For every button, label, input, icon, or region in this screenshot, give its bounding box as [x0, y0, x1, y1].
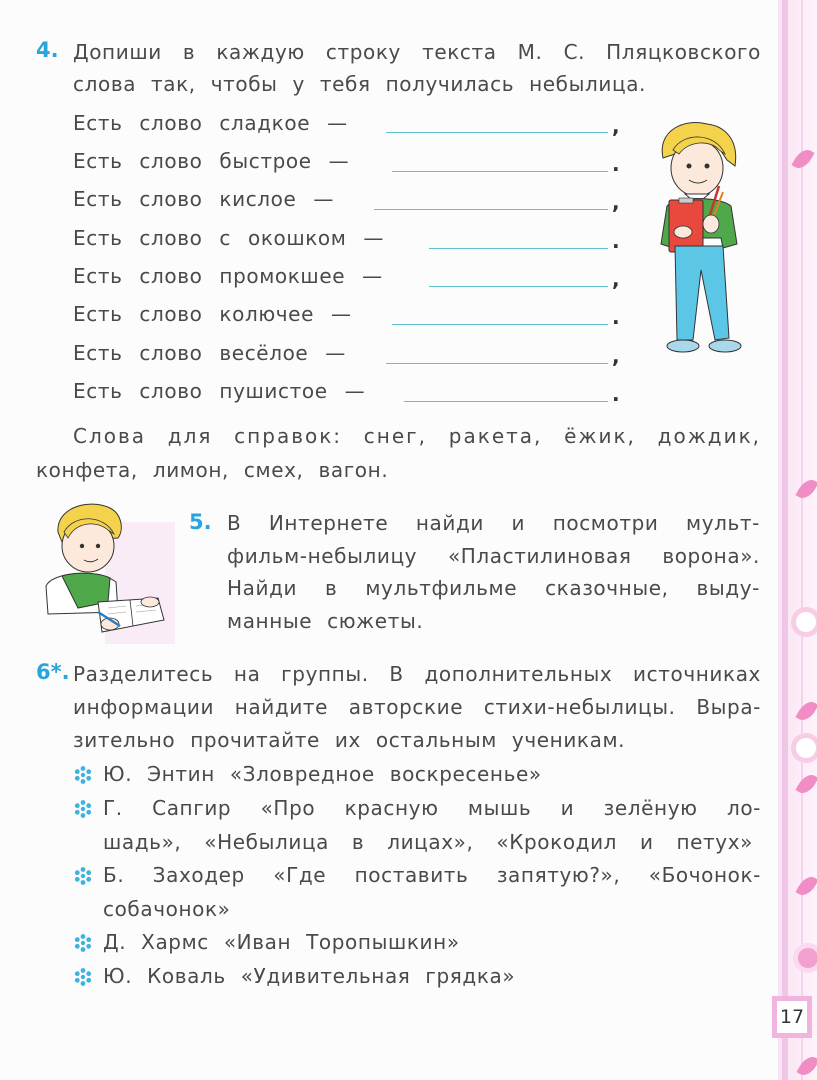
row-punctuation: .	[612, 229, 620, 253]
task-6-number: 6*.	[36, 660, 70, 684]
task-5-text: Найди в мультфильме сказочные, выду-	[227, 576, 760, 600]
task-5-text: фильм-небылицу «Пластилиновая ворона».	[227, 544, 760, 568]
row-punctuation: ,	[612, 344, 620, 368]
answer-line[interactable]	[374, 209, 608, 210]
row-label: Есть слово колючее —	[73, 302, 352, 326]
row-label: Есть слово с окошком —	[73, 226, 384, 250]
list-item: Ю. Энтин «Зловредное воскресенье»	[103, 762, 542, 786]
row-punctuation: .	[612, 152, 620, 176]
row-punctuation: ,	[612, 267, 620, 291]
boy-with-clipboard-illustration	[655, 120, 750, 365]
flower-decoration-icon	[796, 738, 816, 758]
row-label: Есть слово весёлое —	[73, 341, 346, 365]
snowflake-bullet-icon	[73, 967, 93, 987]
snowflake-bullet-icon	[73, 933, 93, 953]
task-4-instruction: Допиши в каждую строку текста М. С. Пляцковского	[73, 40, 761, 64]
answer-line[interactable]	[392, 171, 608, 172]
list-item: шадь», «Небылица в лицах», «Крокодил и петух»	[103, 830, 753, 854]
boy-writing-illustration	[38, 502, 168, 642]
answer-line[interactable]	[392, 324, 608, 325]
task-5-text: В Интернете найди и посмотри мульт-	[227, 511, 760, 535]
row-label: Есть слово сладкое —	[73, 111, 348, 135]
row-punctuation: ,	[612, 190, 620, 214]
flower-decoration-icon	[796, 612, 816, 632]
snowflake-bullet-icon	[73, 765, 93, 785]
row-label: Есть слово промокшее —	[73, 264, 383, 288]
list-item: собачонок»	[103, 897, 231, 921]
list-item: Ю. Коваль «Удивительная грядка»	[103, 964, 516, 988]
answer-line[interactable]	[404, 401, 608, 402]
answer-line[interactable]	[386, 132, 608, 133]
reference-words: Слова для справок: снег, ракета, ёжик, дождик,	[73, 424, 761, 448]
row-label: Есть слово кислое —	[73, 187, 334, 211]
task-5-number: 5.	[189, 510, 212, 534]
answer-line[interactable]	[429, 248, 608, 249]
task-5-text: манные сюжеты.	[227, 609, 424, 633]
task-4-number: 4.	[36, 38, 59, 62]
list-item: Д. Хармс «Иван Торопышкин»	[103, 930, 460, 954]
snowflake-bullet-icon	[73, 799, 93, 819]
task-4-instruction: слова так, чтобы у тебя получилась небылица.	[73, 72, 647, 96]
task-6-text: зительно прочитайте их остальным ученикам.	[73, 728, 626, 752]
reference-words: конфета, лимон, смех, вагон.	[36, 458, 389, 482]
list-item: Б. Заходер «Где поставить запятую?», «Бочонок-	[103, 863, 761, 887]
answer-line[interactable]	[386, 363, 608, 364]
flower-decoration-icon	[798, 948, 817, 968]
list-item: Г. Сапгир «Про красную мышь и зелёную ло-	[103, 796, 761, 820]
row-punctuation: .	[612, 305, 620, 329]
decorative-border-line	[782, 0, 788, 1080]
task-6-text: Разделитесь на группы. В дополнительных источниках	[73, 662, 761, 686]
row-punctuation: .	[612, 382, 620, 406]
row-label: Есть слово быстрое —	[73, 149, 350, 173]
task-6-text: информации найдите авторские стихи-небылицы. Выра-	[73, 695, 761, 719]
page-number: 17	[772, 996, 812, 1038]
snowflake-bullet-icon	[73, 866, 93, 886]
row-label: Есть слово пушистое —	[73, 379, 366, 403]
row-punctuation: ,	[612, 114, 620, 138]
answer-line[interactable]	[429, 286, 608, 287]
